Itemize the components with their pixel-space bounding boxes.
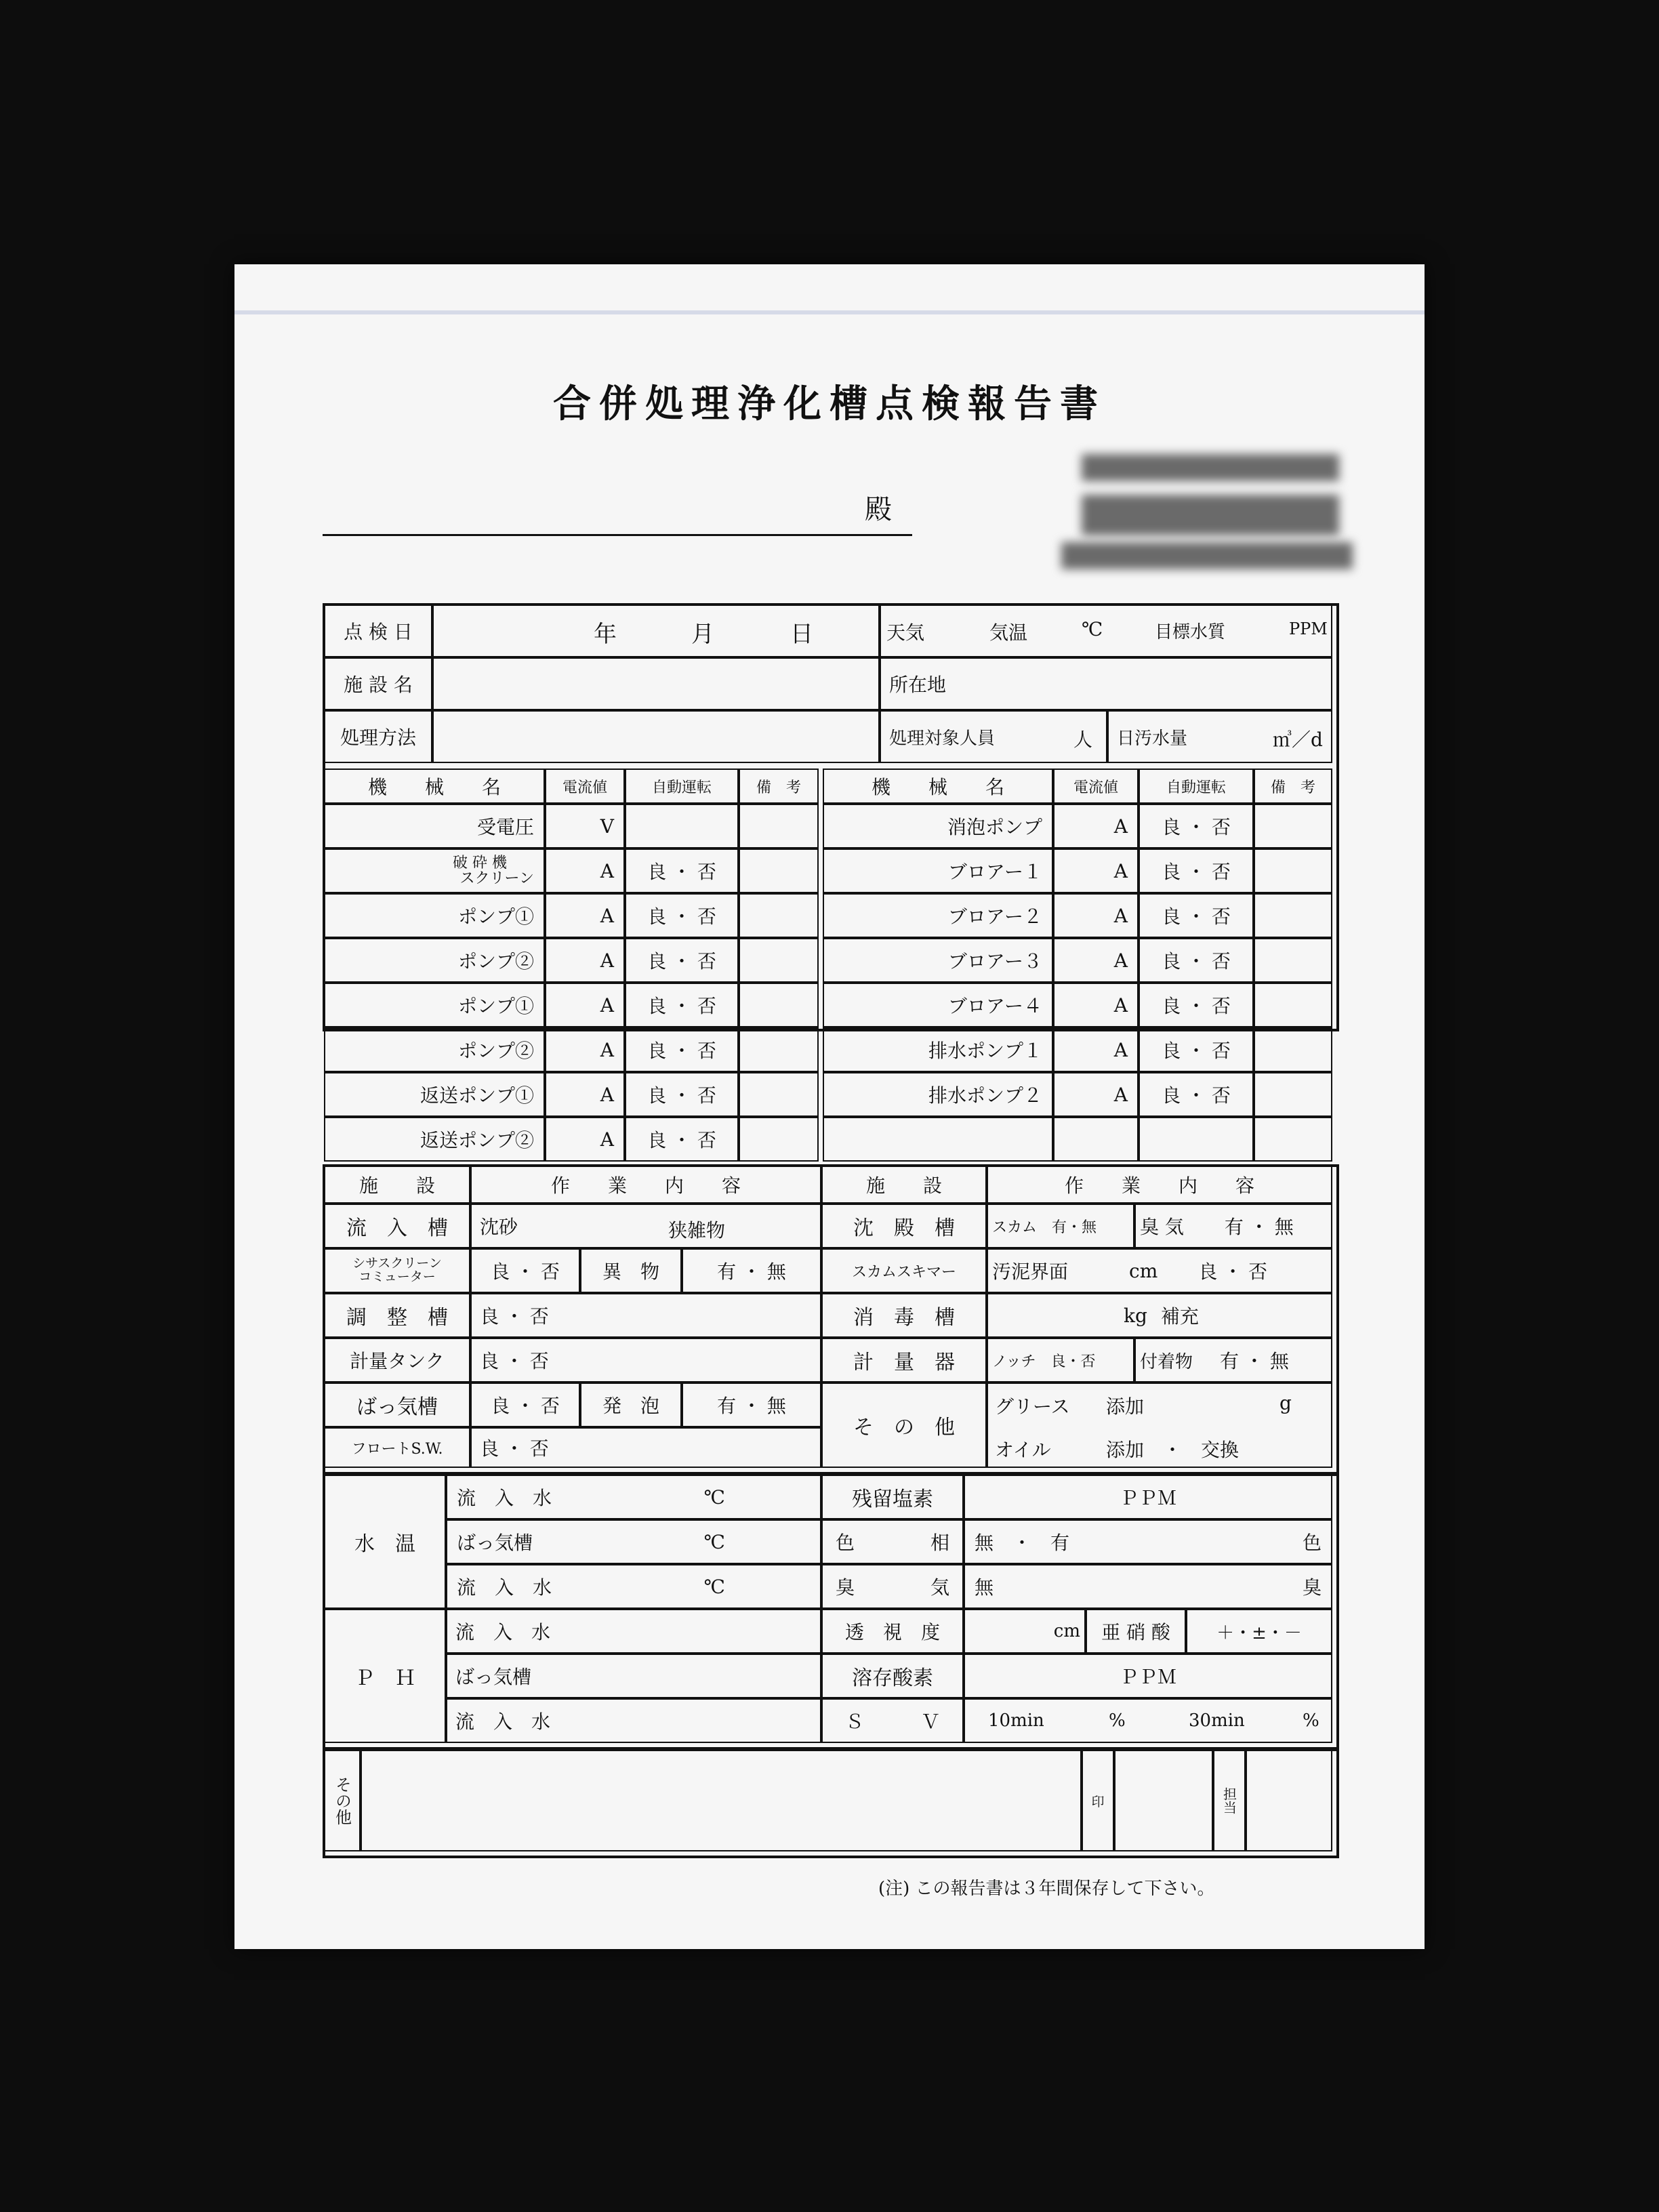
disinfect-refill: 補充 [1160, 1305, 1199, 1328]
temperature-unit: ℃ [1082, 618, 1103, 640]
remarks-header-left: 備 考 [739, 769, 819, 804]
machine-remarks[interactable] [1254, 1117, 1332, 1162]
machine-name: 受電圧 [324, 804, 545, 848]
grease-label: グリース [995, 1395, 1070, 1418]
machine-auto[interactable]: 良 ・ 否 [625, 893, 739, 938]
document-title: 合併処理浄化槽点検報告書 [553, 382, 1106, 426]
machine-unit[interactable]: A [545, 983, 625, 1027]
screen-label-line2: コミューター [359, 1269, 436, 1284]
machine-unit[interactable]: A [545, 938, 625, 983]
debris-label: 狭雑物 [668, 1219, 726, 1242]
sludge-cm: cm [1129, 1259, 1158, 1282]
temp-aeration-unit: ℃ [703, 1530, 725, 1553]
machine-auto[interactable] [625, 804, 739, 848]
ph-label: Ｐ Ｈ [324, 1609, 446, 1743]
temp-outflow-row[interactable] [446, 1564, 821, 1609]
machine-name: ブロアー２ [823, 893, 1053, 938]
machine-remarks[interactable] [739, 983, 819, 1027]
temp-aeration-row[interactable] [446, 1519, 821, 1564]
machine-remarks[interactable] [1254, 983, 1332, 1027]
color-none-some: 無 ・ 有 [975, 1532, 1070, 1554]
report-paper [234, 264, 1425, 1949]
machine-unit[interactable]: A [1053, 804, 1139, 848]
meter-label: 計 量 器 [821, 1338, 987, 1382]
deposit-yes-no: 有 ・ 無 [1220, 1350, 1289, 1372]
machine-unit[interactable]: A [545, 893, 625, 938]
sv-10min-percent: % [1109, 1711, 1126, 1731]
color-field[interactable] [964, 1519, 1332, 1564]
temp-inflow-label: 流 入 水 [457, 1487, 552, 1509]
machine-name: ポンプ① [324, 893, 545, 938]
machine-name: ポンプ① [324, 983, 545, 1027]
ph-inflow-row[interactable]: 流 入 水 [446, 1609, 821, 1654]
machine-unit[interactable]: A [1053, 848, 1139, 893]
day-label: 日 [790, 621, 813, 648]
temperature-label: 気温 [989, 621, 1028, 644]
nitrite-label: 亜 硝 酸 [1086, 1609, 1186, 1654]
facility-header-right: 施 設 [821, 1166, 987, 1204]
grease-g: g [1279, 1392, 1292, 1414]
machine-unit[interactable]: V [545, 804, 625, 848]
current-header-right: 電流値 [1053, 769, 1139, 804]
float-good-bad[interactable]: 良 ・ 否 [470, 1427, 821, 1468]
target-quality-label: 目標水質 [1155, 622, 1226, 642]
machine-auto[interactable]: 良 ・ 否 [1139, 983, 1254, 1027]
machine-name: ブロアー４ [823, 983, 1053, 1027]
machine-remarks[interactable] [1254, 1027, 1332, 1072]
facility-header-left: 施 設 [324, 1166, 470, 1204]
machine-auto[interactable]: 良 ・ 否 [625, 983, 739, 1027]
disinfect-field[interactable] [987, 1293, 1332, 1338]
skimmer-label: スカムスキマー [821, 1248, 987, 1293]
machine-unit[interactable]: A [1053, 1027, 1139, 1072]
staff-field[interactable] [1246, 1750, 1332, 1851]
inspection-date-label: 点 検 日 [324, 605, 432, 657]
month-label: 月 [691, 621, 714, 648]
machine-name: ブロアー１ [823, 848, 1053, 893]
sludge-label: 汚泥界面 [992, 1261, 1069, 1283]
meter-tank-label: 計量タンク [324, 1338, 470, 1382]
do-field[interactable]: ＰＰＭ [964, 1654, 1332, 1698]
scum-field[interactable]: スカム 有・無 [987, 1204, 1134, 1248]
machine-unit[interactable]: A [545, 1117, 625, 1162]
other-work-label: そ の 他 [821, 1382, 987, 1468]
remarks-header-right: 備 考 [1254, 769, 1332, 804]
addressee-suffix: 殿 [865, 494, 892, 525]
retention-note: (注) この報告書は３年間保存して下さい。 [878, 1879, 1215, 1899]
float-sw-label: フロートS.W. [324, 1427, 470, 1468]
seal-field[interactable] [1114, 1750, 1213, 1851]
method-field[interactable] [432, 710, 880, 763]
machine-auto[interactable]: 良 ・ 否 [625, 1027, 739, 1072]
foreign-label: 異 物 [580, 1248, 682, 1293]
chlorine-field[interactable]: ＰＰＭ [964, 1475, 1332, 1519]
weather-label: 天気 [886, 621, 925, 644]
chlorine-label: 残留塩素 [821, 1475, 964, 1519]
inflow-tank-label: 流 入 槽 [324, 1204, 470, 1248]
machine-unit[interactable]: A [545, 1027, 625, 1072]
meter-tank-good-bad[interactable]: 良 ・ 否 [470, 1338, 821, 1382]
oil-add-exchange: 添加 ・ 交換 [1106, 1439, 1240, 1461]
content-header-left: 作 業 内 容 [470, 1166, 821, 1204]
year-label: 年 [594, 621, 617, 648]
ph-outflow-row[interactable]: 流 入 水 [446, 1698, 821, 1743]
grease-add: 添加 [1106, 1395, 1145, 1418]
machine-unit[interactable]: A [545, 1072, 625, 1117]
color-end: 色 [1302, 1532, 1322, 1554]
machine-remarks[interactable] [1254, 848, 1332, 893]
temp-aeration-label: ばっ気槽 [457, 1532, 533, 1554]
disinfect-tank-label: 消 毒 槽 [821, 1293, 987, 1338]
method-label: 処理方法 [324, 710, 432, 763]
odor-yes-no: 有 ・ 無 [1224, 1216, 1294, 1238]
daily-sewage-label: 日汚水量 [1117, 728, 1188, 749]
facility-name-field[interactable] [432, 657, 880, 710]
facility-name-label: 施 設 名 [324, 657, 432, 710]
location-field[interactable]: 所在地 [880, 657, 1332, 710]
sludge-field[interactable] [987, 1248, 1332, 1293]
seal-label: 印 [1082, 1750, 1114, 1851]
machine-auto[interactable]: 良 ・ 否 [1139, 848, 1254, 893]
temp-inflow-row[interactable] [446, 1475, 821, 1519]
machine-auto[interactable]: 良 ・ 否 [625, 938, 739, 983]
transparency-field[interactable]: cm [964, 1609, 1086, 1654]
machine-name: ポンプ② [324, 1027, 545, 1072]
machine-name: 返送ポンプ① [324, 1072, 545, 1117]
machine-unit[interactable]: A [1053, 1072, 1139, 1117]
disinfect-kg: kg [1124, 1304, 1147, 1327]
temp-inflow-unit: ℃ [703, 1486, 725, 1509]
auto-header-left: 自動運転 [625, 769, 739, 804]
sand-field[interactable]: 沈砂 [470, 1204, 821, 1248]
machine-name-header-left: 機 械 名 [324, 769, 545, 804]
content-header-right: 作 業 内 容 [987, 1166, 1332, 1204]
screen-label [324, 1248, 470, 1293]
settling-tank-label: 沈 殿 槽 [821, 1204, 987, 1248]
machine-unit[interactable]: A [545, 848, 625, 893]
machine-name-header-right: 機 械 名 [823, 769, 1053, 804]
aeration-tank-label: ばっ気槽 [324, 1382, 470, 1427]
nitrite-scale[interactable]: ＋・±・－ [1186, 1609, 1332, 1654]
odor-end: 臭 [1302, 1576, 1322, 1599]
current-header-left: 電流値 [545, 769, 625, 804]
machine-remarks[interactable] [739, 804, 819, 848]
machine-remarks[interactable] [739, 1027, 819, 1072]
transparency-label: 透 視 度 [821, 1609, 964, 1654]
water-temp-label: 水 温 [324, 1475, 446, 1609]
sv-30min: 30min [1189, 1711, 1245, 1731]
aeration-good-bad[interactable]: 良 ・ 否 [470, 1382, 580, 1427]
machine-unit[interactable] [1053, 1117, 1139, 1162]
temp-outflow-label: 流 入 水 [457, 1576, 552, 1599]
machine-remarks[interactable] [739, 893, 819, 938]
target-persons-label: 処理対象人員 [889, 728, 996, 749]
staff-label: 担当 [1213, 1750, 1246, 1851]
machine-auto[interactable]: 良 ・ 否 [1139, 1027, 1254, 1072]
machine-auto[interactable] [1139, 1117, 1254, 1162]
sv-10min: 10min [988, 1711, 1044, 1731]
notch-field[interactable]: ノッチ 良・否 [987, 1338, 1134, 1382]
persons-unit: 人 [1073, 729, 1093, 751]
machine-auto[interactable]: 良 ・ 否 [625, 1117, 739, 1162]
screen-label-line1: シサスクリーン [352, 1256, 442, 1271]
adjust-good-bad[interactable]: 良 ・ 否 [470, 1293, 821, 1338]
temp-outflow-unit: ℃ [703, 1575, 725, 1598]
machine-name-line1: 破 砕 機 [453, 854, 507, 872]
foam-yes-no[interactable]: 有 ・ 無 [682, 1382, 821, 1427]
odor-label: 臭 気 [1140, 1216, 1184, 1238]
odor-label-water: 臭 気 [821, 1564, 964, 1609]
machine-name-line2: スクリーン [459, 870, 534, 887]
do-label: 溶存酸素 [821, 1654, 964, 1698]
machine-name: 排水ポンプ１ [823, 1027, 1053, 1072]
machine-remarks[interactable] [1254, 804, 1332, 848]
machine-name: 消泡ポンプ [823, 804, 1053, 848]
sewage-unit: ㎥／d [1273, 729, 1323, 751]
auto-header-right: 自動運転 [1139, 769, 1254, 804]
fold-line [234, 310, 1425, 314]
machine-remarks[interactable] [1254, 1072, 1332, 1117]
color-label: 色 相 [821, 1519, 964, 1564]
screen-good-bad[interactable]: 良 ・ 否 [470, 1248, 580, 1293]
machine-name: 排水ポンプ２ [823, 1072, 1053, 1117]
other-label: その他 [324, 1750, 361, 1851]
odor-none: 無 [975, 1576, 994, 1599]
ph-aeration-row[interactable]: ばっ気槽 [446, 1654, 821, 1698]
foam-label: 発 泡 [580, 1382, 682, 1427]
weather-temp-field[interactable] [880, 605, 1332, 657]
deposit-field[interactable] [1134, 1338, 1332, 1382]
machine-remarks[interactable] [739, 1072, 819, 1117]
sv-label: Ｓ Ｖ [821, 1698, 964, 1743]
machine-remarks[interactable] [739, 1117, 819, 1162]
machine-remarks[interactable] [1254, 938, 1332, 983]
foreign-yes-no[interactable]: 有 ・ 無 [682, 1248, 821, 1293]
machine-remarks[interactable] [1254, 893, 1332, 938]
ppm-label: PPM [1289, 619, 1328, 638]
machine-auto[interactable]: 良 ・ 否 [625, 1072, 739, 1117]
machine-name [823, 1117, 1053, 1162]
machine-unit[interactable]: A [1053, 938, 1139, 983]
machine-name: 返送ポンプ② [324, 1117, 545, 1162]
sludge-good-bad: 良 ・ 否 [1198, 1261, 1268, 1283]
addressee-line[interactable] [323, 534, 912, 536]
sv-30min-percent: % [1303, 1711, 1319, 1731]
machine-auto[interactable]: 良 ・ 否 [625, 848, 739, 893]
oil-label: オイル [995, 1439, 1051, 1461]
machine-auto[interactable]: 良 ・ 否 [1139, 938, 1254, 983]
machine-remarks[interactable] [739, 938, 819, 983]
deposit-label: 付着物 [1140, 1351, 1193, 1372]
other-notes-field[interactable] [361, 1750, 1082, 1851]
blurred-company-stamp [1054, 447, 1366, 576]
machine-name [324, 848, 545, 893]
machine-remarks[interactable] [739, 848, 819, 893]
odor-field[interactable] [1134, 1204, 1332, 1248]
odor-field-water[interactable] [964, 1564, 1332, 1609]
machine-auto[interactable]: 良 ・ 否 [1139, 893, 1254, 938]
machine-auto[interactable]: 良 ・ 否 [1139, 804, 1254, 848]
machine-auto[interactable]: 良 ・ 否 [1139, 1072, 1254, 1117]
machine-name: ポンプ② [324, 938, 545, 983]
adjust-tank-label: 調 整 槽 [324, 1293, 470, 1338]
machine-unit[interactable]: A [1053, 983, 1139, 1027]
machine-name: ブロアー３ [823, 938, 1053, 983]
machine-unit[interactable]: A [1053, 893, 1139, 938]
